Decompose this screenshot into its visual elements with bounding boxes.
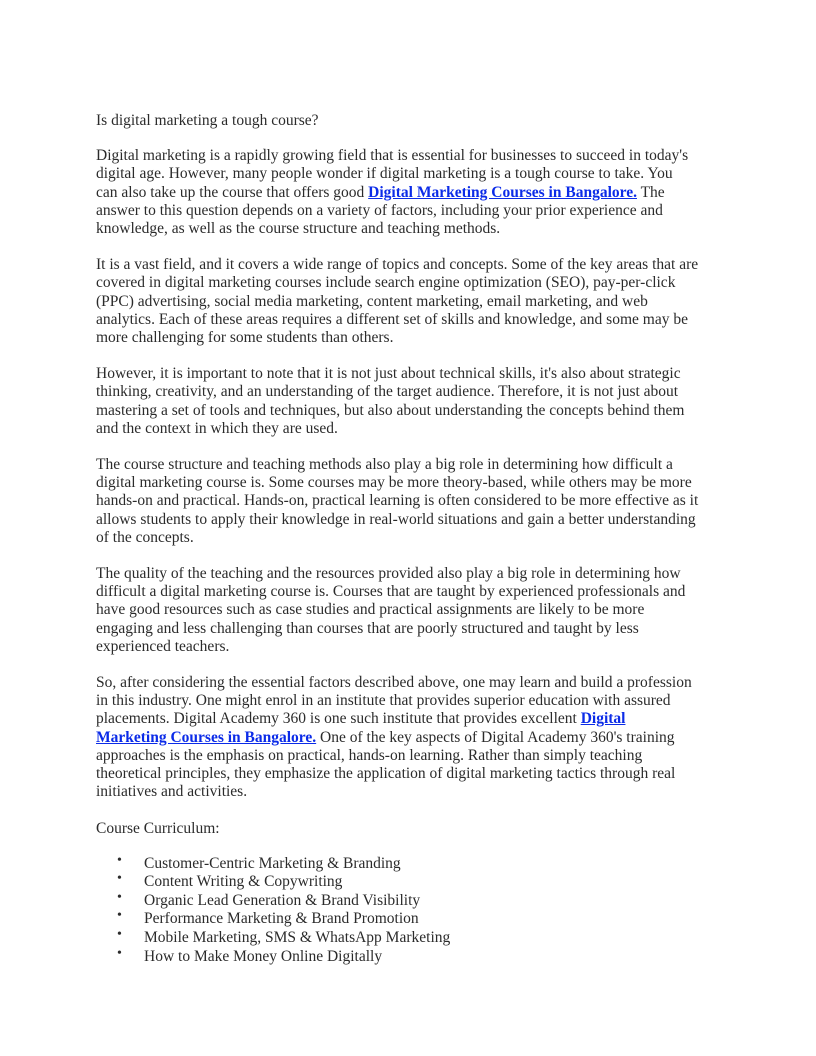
paragraph-structure bbox=[96, 456, 724, 547]
text-line: approaches is the emphasis on practical, hands-on learning. Rather than simply teaching bbox=[96, 746, 643, 764]
text-line: experienced teachers. bbox=[96, 637, 230, 655]
text-line: more challenging for some students than others. bbox=[96, 329, 394, 347]
digital-marketing-courses-link-part1[interactable]: Digital bbox=[580, 710, 626, 728]
text-line: and the context in which they are used. bbox=[96, 419, 338, 437]
paragraph-quality bbox=[96, 565, 724, 656]
text-line: covered in digital marketing courses include search engine optimization (SEO), pay-per-click bbox=[96, 274, 676, 292]
text-line: digital age. However, many people wonder if digital marketing is a tough course to take. You bbox=[96, 165, 673, 183]
paragraph-skills bbox=[96, 365, 724, 438]
list-item-label: Organic Lead Generation & Brand Visibility bbox=[144, 891, 421, 909]
text-line: It is a vast field, and it covers a wide range of topics and concepts. Some of the key areas that are bbox=[96, 256, 699, 274]
text-line: difficult a digital marketing course is. Courses that are taught by experienced professionals and bbox=[96, 583, 686, 601]
paragraph-topics bbox=[96, 256, 724, 347]
list-item bbox=[96, 889, 724, 911]
text-segment: The bbox=[636, 183, 665, 201]
list-item bbox=[96, 873, 724, 892]
text-line: Digital marketing is a rapidly growing field that is essential for businesses to succeed in today's bbox=[96, 147, 689, 165]
title-text: Is digital marketing a tough course? bbox=[96, 112, 319, 129]
text-line: hands-on and practical. Hands-on, practical learning is often considered to be more effective as it bbox=[96, 492, 699, 510]
bullet-icon: • bbox=[117, 927, 122, 943]
list-item bbox=[96, 945, 724, 967]
text-line: initiatives and activities. bbox=[96, 783, 248, 801]
bullet-icon: • bbox=[117, 871, 122, 887]
digital-marketing-courses-link-part2[interactable]: Marketing Courses in Bangalore. bbox=[96, 728, 317, 746]
document-title bbox=[96, 112, 724, 130]
text-segment: One of the key aspects of Digital Academy 360's training bbox=[316, 728, 675, 746]
text-line: answer to this question depends on a variety of factors, including your prior experience and bbox=[96, 201, 663, 219]
text-line: engaging and less challenging than courses that are poorly structured and taught by less bbox=[96, 619, 639, 637]
text-line: thinking, creativity, and an understanding of the target audience. Therefore, it is not just about bbox=[96, 383, 679, 401]
text-line: The quality of the teaching and the resources provided also play a big role in determining how bbox=[96, 565, 681, 583]
curriculum-heading-text: Course Curriculum: bbox=[96, 819, 220, 837]
list-item-label: How to Make Money Online Digitally bbox=[144, 947, 383, 965]
list-item-label: Performance Marketing & Brand Promotion bbox=[144, 910, 419, 928]
bullet-icon: • bbox=[117, 852, 122, 868]
document-page bbox=[96, 112, 724, 966]
paragraph-conclusion bbox=[96, 674, 724, 801]
text-line bbox=[96, 184, 724, 202]
text-line: analytics. Each of these areas requires a different set of skills and knowledge, and some may be bbox=[96, 310, 688, 328]
text-line: The course structure and teaching methods also play a big role in determining how difficult a bbox=[96, 456, 673, 474]
list-item bbox=[96, 929, 724, 948]
text-line: mastering a set of tools and techniques, but also about understanding the concepts behind them bbox=[96, 401, 685, 419]
digital-marketing-courses-link[interactable]: Digital Marketing Courses in Bangalore. bbox=[368, 183, 637, 201]
text-segment: can also take up the course that offers good bbox=[96, 183, 369, 201]
text-line: theoretical principles, they emphasize the application of digital marketing tactics through real bbox=[96, 765, 676, 783]
text-line: So, after considering the essential factors described above, one may learn and build a profession bbox=[96, 674, 692, 692]
curriculum-heading bbox=[96, 820, 724, 838]
curriculum-list bbox=[96, 852, 724, 967]
list-item bbox=[96, 910, 724, 929]
list-item-label: Mobile Marketing, SMS & WhatsApp Marketing bbox=[144, 929, 451, 947]
text-line: knowledge, as well as the course structure and teaching methods. bbox=[96, 220, 501, 238]
text-line: have good resources such as case studies and practical assignments are likely to be more bbox=[96, 601, 645, 619]
paragraph-intro bbox=[96, 147, 724, 238]
text-line: digital marketing course is. Some courses may be more theory-based, while others may be more bbox=[96, 474, 692, 492]
bullet-icon: • bbox=[117, 945, 122, 961]
text-line: in this industry. One might enrol in an institute that provides superior education with assured bbox=[96, 692, 671, 710]
text-segment: placements. Digital Academy 360 is one such institute that provides excellent bbox=[96, 710, 581, 728]
text-line: However, it is important to note that it is not just about technical skills, it's also about strategic bbox=[96, 365, 681, 383]
text-line: (PPC) advertising, social media marketing, content marketing, email marketing, and web bbox=[96, 292, 648, 310]
list-item-label: Customer-Centric Marketing & Branding bbox=[144, 854, 401, 872]
text-line: of the concepts. bbox=[96, 528, 194, 546]
text-line bbox=[96, 710, 724, 728]
bullet-icon: • bbox=[117, 908, 122, 924]
list-item bbox=[96, 852, 724, 874]
text-line bbox=[96, 729, 724, 747]
bullet-icon: • bbox=[117, 889, 122, 905]
list-item-label: Content Writing & Copywriting bbox=[144, 873, 343, 891]
text-line: allows students to apply their knowledge in real-world situations and gain a better understanding bbox=[96, 510, 696, 528]
